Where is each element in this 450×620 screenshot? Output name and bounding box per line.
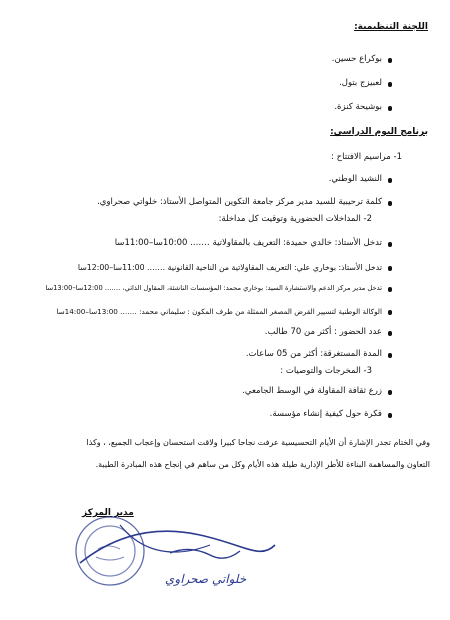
bullet — [388, 82, 393, 87]
talk-item: تدخل مدير مركز الدعم والاستشارة السيد: بوخاري محمد: المؤسسات الناشئة، المقاول الذاتي، ……. 12:00سا–13:00سا — [45, 284, 382, 292]
bullet — [388, 310, 393, 315]
bullet — [388, 106, 393, 111]
stat-item: المدة المستغرقة: أكثر من 05 ساعات. — [245, 349, 382, 359]
program-item: النشيد الوطني. — [328, 174, 382, 184]
bullet — [388, 413, 393, 418]
closing-line: وفي الختام تجدر الإشارة أن الأيام التحسيسية عرفت نجاحا كبيرا ولاقت استحسان وإعجاب الجميع، ، وكذا — [86, 438, 430, 447]
signature-title: مدير المركز — [82, 508, 134, 518]
program-item: كلمة ترحيبية للسيد مدير مركز جامعة التكوين المتواصل الأستاذ: خلواتي صحراوي. — [97, 197, 382, 207]
talk-item: الوكالة الوطنية لتسيير القرض المصغر الممثلة من طرف المكون : سليماني محمد: ……. 13:00سا–14:00سا — [56, 307, 382, 316]
bullet — [388, 58, 393, 63]
bullet — [388, 178, 393, 183]
bullet — [388, 242, 393, 247]
bullet — [388, 201, 393, 206]
section-title: 1- مراسيم الافتتاح : — [331, 152, 402, 162]
bullet — [388, 287, 393, 292]
program-heading: برنامج اليوم الدراسي: — [330, 127, 428, 137]
bullet — [388, 266, 393, 271]
committee-member: لعبيزج بتول. — [339, 78, 382, 88]
recommendation-item: زرع ثقافة المقاولة في الوسط الجامعي. — [242, 386, 382, 396]
closing-line: التعاون والمساهمة البناءة للأطر الإدارية طيلة هذه الأيام وكل من ساهم في إنجاح هذه المبادرة الطيبة. — [95, 460, 430, 469]
bullet — [388, 353, 393, 358]
committee-member: بوكراع حسين. — [331, 54, 382, 64]
bullet — [388, 331, 393, 336]
committee-heading: اللجنة التنظيمية: — [354, 22, 428, 32]
committee-member: بوشيحة كنزة. — [334, 102, 382, 112]
bullet — [388, 390, 393, 395]
section-title: 2- المداخلات الحضورية وتوقيت كل مداخلة: — [218, 214, 372, 224]
official-stamp — [60, 505, 280, 617]
talk-item: تدخل الأستاذ: خالدي حميدة: التعريف بالمقاولاتية ……. 10:00سا–11:00سا — [114, 238, 382, 248]
section-title: 3- المخرجات والتوصيات : — [280, 366, 372, 376]
recommendation-item: فكرة حول كيفية إنشاء مؤسسة. — [269, 409, 382, 419]
talk-item: تدخل الأستاذ: بوخاري علي: التعريف المقاولاتية من الناحية القانونية ……. 11:00سا–12:00سا — [77, 263, 382, 272]
signature-name: خلواتي صحراوي — [165, 572, 247, 586]
stat-item: عدد الحضور : أكثر من 70 طالب. — [264, 327, 382, 337]
